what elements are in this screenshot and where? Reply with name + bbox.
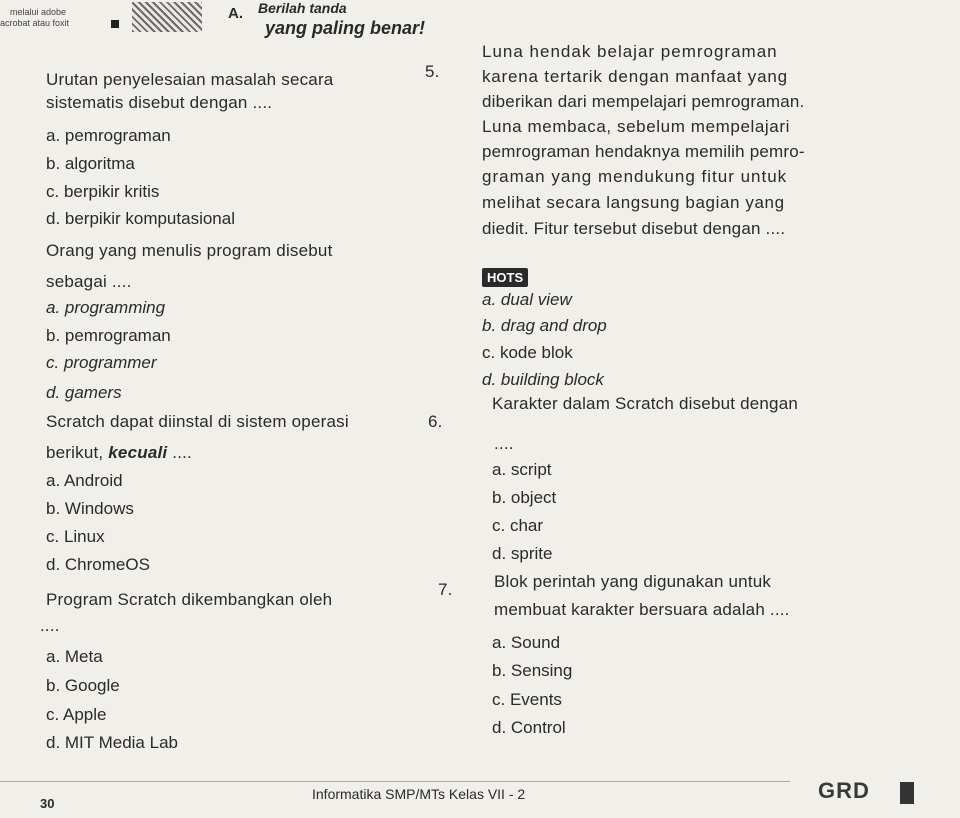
publisher-logo: GRD bbox=[818, 778, 870, 803]
q7-option-a: a. Sound bbox=[492, 633, 561, 652]
question-5-line7: melihat secara langsung bagian yang bbox=[482, 193, 785, 212]
question-5-line2: karena tertarik dengan manfaat yang bbox=[482, 67, 788, 86]
page-number: 30 bbox=[40, 796, 55, 811]
question-5-number: 5. bbox=[425, 62, 440, 81]
printed-pattern bbox=[132, 2, 202, 32]
q5-option-a: a. dual view bbox=[482, 290, 572, 309]
q2-option-a: a. programming bbox=[46, 298, 166, 317]
q1-option-c: c. berpikir kritis bbox=[46, 182, 160, 201]
footer-divider bbox=[0, 781, 790, 782]
q2-option-b: b. pemrograman bbox=[46, 326, 171, 345]
question-6-number: 6. bbox=[428, 412, 443, 431]
q6-option-c: c. char bbox=[492, 516, 544, 535]
question-3-text: berikut, bbox=[46, 443, 109, 462]
question-4-line2: .... bbox=[40, 616, 60, 635]
small-square-icon bbox=[111, 20, 119, 28]
publisher-mark-icon bbox=[900, 782, 914, 804]
question-5-line6: graman yang mendukung fitur untuk bbox=[482, 167, 788, 186]
question-6-line2: .... bbox=[494, 434, 514, 453]
q7-option-c: c. Events bbox=[492, 690, 562, 709]
book-title: Informatika SMP/MTs Kelas VII - 2 bbox=[312, 786, 526, 802]
q2-option-d: d. gamers bbox=[46, 383, 122, 402]
question-4-line1: Program Scratch dikembangkan oleh bbox=[46, 590, 333, 609]
q1-option-b: b. algoritma bbox=[46, 154, 135, 173]
section-title: Berilah tanda bbox=[258, 0, 347, 16]
question-7-number: 7. bbox=[438, 580, 453, 599]
q3-option-b: b. Windows bbox=[46, 499, 134, 518]
question-5-line5: pemrograman hendaknya memilih pemro- bbox=[482, 142, 805, 161]
question-3-ellipsis: .... bbox=[167, 443, 192, 462]
question-3-line2 bbox=[46, 443, 192, 463]
question-1-line1: Urutan penyelesaian masalah secara bbox=[46, 70, 334, 89]
q3-option-d: d. ChromeOS bbox=[46, 555, 150, 574]
q4-option-d: d. MIT Media Lab bbox=[46, 733, 178, 752]
top-fragment-line1: melalui adobe bbox=[10, 7, 67, 17]
q6-option-d: d. sprite bbox=[492, 544, 553, 563]
q4-option-c: c. Apple bbox=[46, 705, 107, 724]
question-5-line3: diberikan dari mempelajari pemrograman. bbox=[482, 92, 805, 111]
q6-option-a: a. script bbox=[492, 460, 552, 479]
q6-option-b: b. object bbox=[492, 488, 557, 507]
question-5-line8: diedit. Fitur tersebut disebut dengan .... bbox=[482, 219, 786, 238]
question-3-emphasis: kecuali bbox=[108, 443, 168, 462]
question-5-line1: Luna hendak belajar pemrograman bbox=[482, 42, 778, 61]
question-7-line2: membuat karakter bersuara adalah .... bbox=[494, 600, 790, 619]
question-6-line1: Karakter dalam Scratch disebut dengan bbox=[492, 394, 799, 413]
q2-option-c: c. programmer bbox=[46, 353, 157, 372]
q5-option-d: d. building block bbox=[482, 370, 604, 389]
hots-badge: HOTS bbox=[482, 268, 528, 287]
question-3-line1: Scratch dapat diinstal di sistem operasi bbox=[46, 412, 349, 431]
q5-option-c: c. kode blok bbox=[482, 343, 573, 362]
question-2-line1: Orang yang menulis program disebut bbox=[46, 241, 333, 260]
q1-option-d: d. berpikir komputasional bbox=[46, 209, 235, 228]
q5-option-b: b. drag and drop bbox=[482, 316, 607, 335]
q3-option-c: c. Linux bbox=[46, 527, 105, 546]
section-letter: A. bbox=[228, 5, 243, 22]
q4-option-b: b. Google bbox=[46, 676, 120, 695]
q1-option-a: a. pemrograman bbox=[46, 126, 171, 145]
question-7-line1: Blok perintah yang digunakan untuk bbox=[494, 572, 772, 591]
q3-option-a: a. Android bbox=[46, 471, 123, 490]
question-1-line2: sistematis disebut dengan .... bbox=[46, 93, 273, 112]
question-2-line2: sebagai .... bbox=[46, 272, 132, 291]
instruction-motto: yang paling benar! bbox=[265, 18, 426, 38]
question-5-line4: Luna membaca, sebelum mempelajari bbox=[482, 117, 790, 136]
top-fragment-line2: acrobat atau foxit bbox=[0, 18, 70, 28]
q4-option-a: a. Meta bbox=[46, 647, 103, 666]
q7-option-d: d. Control bbox=[492, 718, 566, 737]
q7-option-b: b. Sensing bbox=[492, 661, 573, 680]
